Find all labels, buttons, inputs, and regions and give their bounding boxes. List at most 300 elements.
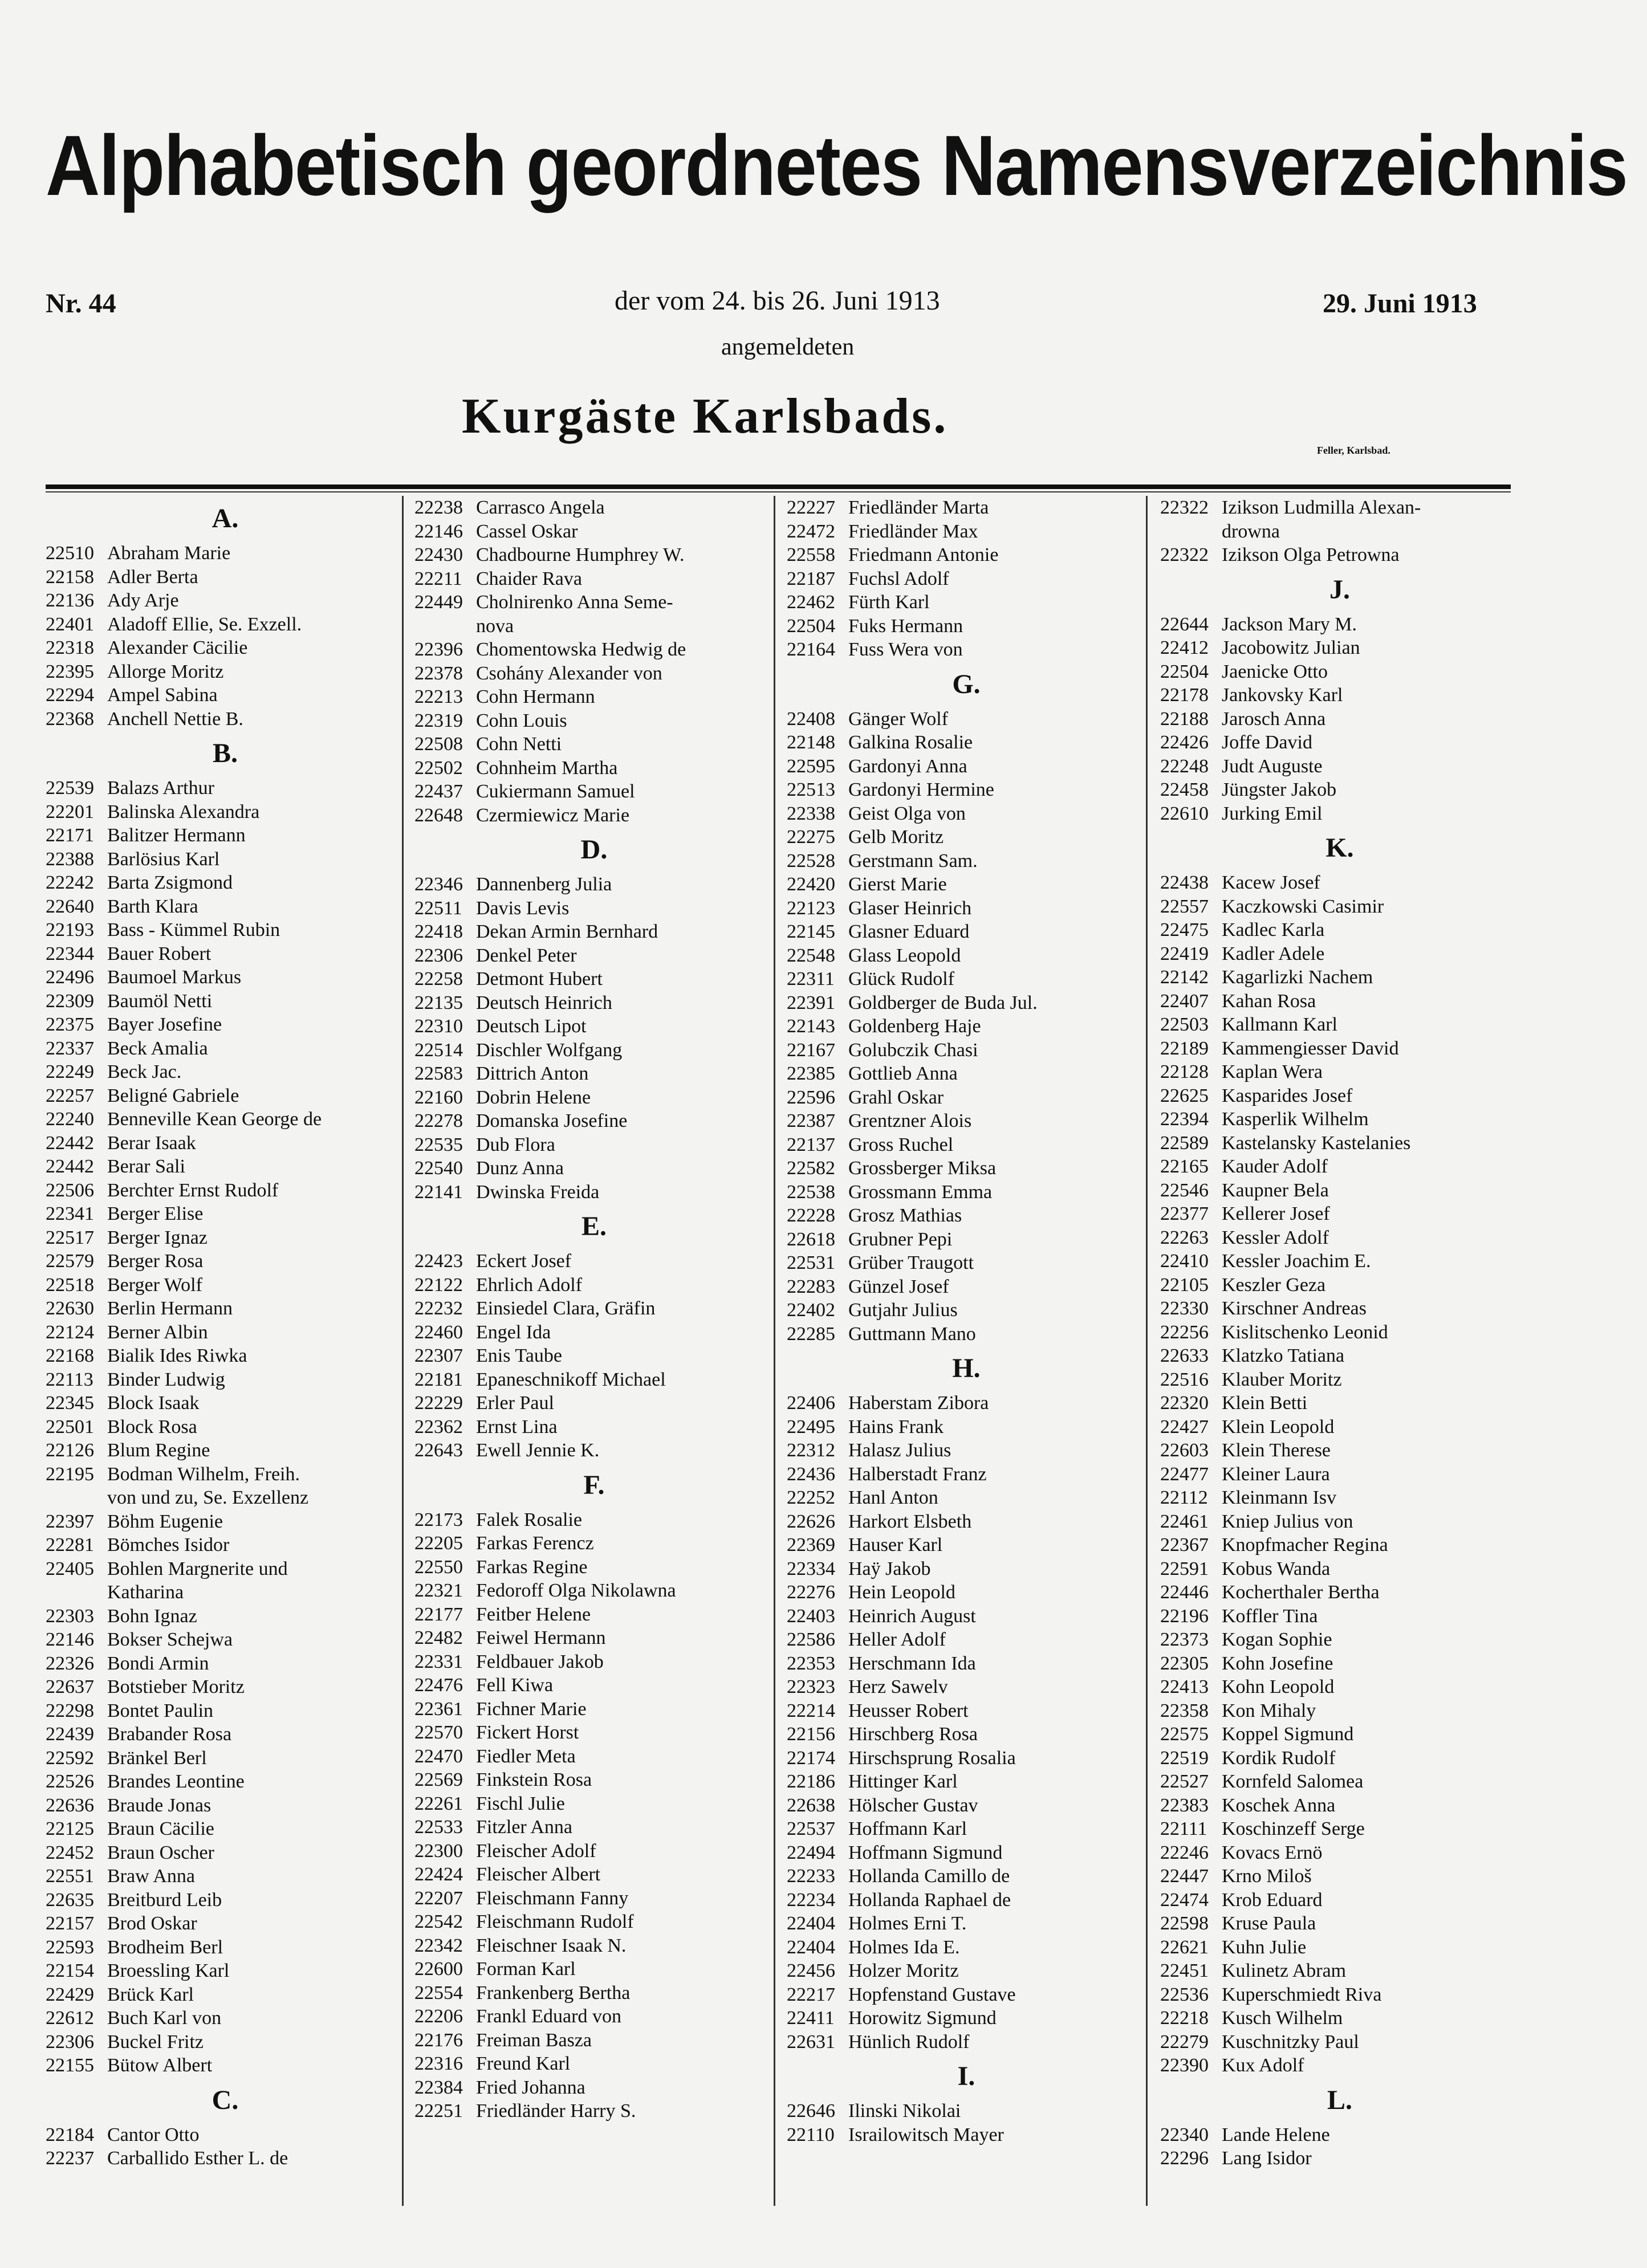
list-item — [1160, 636, 1519, 660]
entry-name: Chomentowska Hedwig de — [476, 639, 686, 660]
entry-name: Koppel Sigmund — [1222, 1724, 1354, 1745]
entry-number: 22452 — [46, 1842, 94, 1863]
list-item — [46, 918, 405, 942]
list-item — [1160, 707, 1519, 731]
list-item — [1160, 1817, 1519, 1841]
list-item — [414, 1391, 774, 1415]
list-item — [787, 1439, 1146, 1463]
page-title: Alphabetisch geordnetes Namensverzeichnis — [46, 117, 1628, 213]
entry-number: 22456 — [787, 1960, 835, 1981]
list-item — [1160, 1084, 1519, 1108]
entry-name: Izikson Olga Petrowna — [1222, 544, 1400, 565]
list-item — [46, 565, 405, 589]
entry-name: Feldbauer Jakob — [476, 1651, 604, 1672]
entry-name: Feiwel Hermann — [476, 1627, 606, 1648]
entry-name: Kleiner Laura — [1222, 1463, 1330, 1485]
list-item — [414, 1839, 774, 1863]
entry-name: Buch Karl von — [107, 2008, 222, 2029]
entry-name: Braw Anna — [107, 1866, 195, 1887]
registered-label: angemeldeten — [721, 334, 855, 360]
list-item — [787, 755, 1146, 779]
entry-number: 22413 — [1160, 1676, 1209, 1697]
list-item — [787, 1605, 1146, 1628]
list-item — [414, 2099, 774, 2123]
list-item — [414, 1015, 774, 1039]
list-item — [46, 776, 405, 800]
list-item — [414, 1603, 774, 1627]
entry-name: Cohnheim Martha — [476, 757, 618, 779]
entry-number: 22165 — [1160, 1156, 1209, 1177]
entry-number: 22383 — [1160, 1794, 1209, 1816]
entry-number: 22570 — [414, 1722, 463, 1743]
entry-name: Barlösius Karl — [107, 848, 220, 870]
column-2 — [414, 496, 774, 2206]
entry-name: Herschmann Ida — [848, 1652, 976, 1674]
entry-number: 22173 — [414, 1509, 463, 1530]
entry-number: 22246 — [1160, 1842, 1209, 1863]
entry-name: Braun Cäcilie — [107, 1818, 214, 1839]
entry-name: Fleischer Albert — [476, 1864, 601, 1885]
entry-name: Klein Leopold — [1222, 1416, 1335, 1438]
entry-name: Joffe David — [1222, 732, 1312, 753]
entry-name: Bialik Ides Riwka — [107, 1345, 247, 1366]
entry-name: Jankovsky Karl — [1222, 685, 1343, 706]
entry-name: Grossmann Emma — [848, 1181, 993, 1203]
list-item — [1160, 1936, 1519, 1960]
entry-name: Cohn Netti — [476, 734, 562, 755]
entry-name: Barta Zsigmond — [107, 872, 233, 893]
list-item — [787, 1322, 1146, 1346]
list-item — [787, 1251, 1146, 1275]
entry-name: Denkel Peter — [476, 944, 577, 966]
list-item — [1160, 1131, 1519, 1155]
list-item — [1160, 1794, 1519, 1818]
entry-number: 22111 — [1160, 1818, 1207, 1839]
entry-name: Klein Betti — [1222, 1392, 1308, 1414]
entry-name: Berger Rosa — [107, 1251, 204, 1272]
list-item — [1160, 895, 1519, 919]
entry-number: 22146 — [46, 1629, 94, 1650]
entry-name: Friedmann Antonie — [848, 544, 999, 565]
entry-name: Kuschnitzky Paul — [1222, 2031, 1359, 2053]
entry-name: Bohn Ignaz — [107, 1605, 197, 1627]
list-item — [46, 1013, 405, 1037]
entry-name: Erler Paul — [476, 1392, 554, 1414]
entry-number: 22470 — [414, 1745, 463, 1767]
list-item — [787, 591, 1146, 614]
entry-number: 22257 — [46, 1085, 94, 1106]
list-item — [1160, 1533, 1519, 1557]
entry-name: Kuhn Julie — [1222, 1936, 1307, 1958]
list-item — [787, 1888, 1146, 1912]
entry-name: Brabander Rosa — [107, 1724, 232, 1745]
list-item — [414, 1863, 774, 1887]
entry-number: 22368 — [46, 708, 94, 730]
entry-number: 22592 — [46, 1747, 94, 1769]
entry-number: 22640 — [46, 895, 94, 917]
entry-name: Ampel Sabina — [107, 685, 218, 706]
entry-name: Gelb Moritz — [848, 826, 944, 848]
entry-name: Kovacs Ernö — [1222, 1842, 1323, 1863]
entry-name: Kasperlik Wilhelm — [1222, 1109, 1369, 1130]
list-item — [787, 1204, 1146, 1228]
entry-name: Grentzner Alois — [848, 1110, 972, 1131]
list-item — [46, 1817, 405, 1841]
entry-name: Domanska Josefine — [476, 1110, 628, 1131]
entry-name: Gross Ruchel — [848, 1134, 954, 1155]
entry-number: 22508 — [414, 734, 463, 755]
list-item — [787, 1533, 1146, 1557]
list-item — [787, 1133, 1146, 1157]
entry-name: Dunz Anna — [476, 1158, 564, 1179]
entry-number: 22420 — [787, 874, 835, 895]
list-item — [46, 966, 405, 990]
entry-number: 22401 — [46, 613, 94, 635]
entry-name: Fiedler Meta — [476, 1745, 576, 1767]
list-item — [787, 1109, 1146, 1133]
entry-number: 22495 — [787, 1416, 835, 1438]
entry-number: 22258 — [414, 968, 463, 990]
entry-number: 22322 — [1160, 497, 1209, 518]
entry-number: 22542 — [414, 1911, 463, 1932]
entry-number: 22533 — [414, 1817, 463, 1838]
list-item — [1160, 1273, 1519, 1297]
entry-name: Hirschberg Rosa — [848, 1724, 978, 1745]
entry-number: 22504 — [1160, 661, 1209, 682]
entry-name: Benneville Kean George de — [107, 1109, 322, 1130]
entry-name: Keszler Geza — [1222, 1274, 1326, 1296]
entry-name: Jaenicke Otto — [1222, 661, 1328, 682]
entry-number: 22316 — [414, 2053, 463, 2074]
entry-number: 22167 — [787, 1039, 835, 1061]
entry-name: Brod Oskar — [107, 1913, 197, 1934]
entry-name: Ewell Jennie K. — [476, 1440, 600, 1461]
entry-name: Hollanda Raphael de — [848, 1889, 1011, 1911]
list-item — [787, 614, 1146, 638]
list-item — [414, 1626, 774, 1650]
entry-number: 22238 — [414, 497, 463, 518]
entry-number: 22583 — [414, 1063, 463, 1084]
entry-name: Berner Albin — [107, 1321, 208, 1343]
subtitle: Kurgäste Karlsbads. — [462, 389, 949, 444]
entry-name: Dischler Wolfgang — [476, 1039, 623, 1061]
list-item — [787, 1510, 1146, 1534]
entry-number: 22319 — [414, 710, 463, 731]
entry-number: 22548 — [787, 944, 835, 966]
entry-number: 22426 — [1160, 732, 1209, 753]
entry-name: Fried Johanna — [476, 2076, 585, 2098]
list-item — [787, 1628, 1146, 1652]
entry-name: Gänger Wolf — [848, 708, 949, 730]
entry-number: 22589 — [1160, 1132, 1209, 1154]
entry-number: 22405 — [46, 1558, 94, 1579]
entry-name: Cukiermann Samuel — [476, 781, 635, 802]
entry-name: Kasparides Josef — [1222, 1085, 1353, 1106]
list-item — [46, 1297, 405, 1321]
list-item — [1160, 1557, 1519, 1581]
entry-name: Finkstein Rosa — [476, 1769, 592, 1790]
entry-number: 22539 — [46, 777, 94, 799]
entry-name: Farkas Ferencz — [476, 1533, 594, 1554]
list-item — [1160, 1699, 1519, 1723]
entry-number: 22637 — [46, 1676, 94, 1697]
entry-name: Enis Taube — [476, 1345, 562, 1366]
list-item — [787, 1557, 1146, 1581]
entry-number: 22506 — [46, 1179, 94, 1201]
section-letter: L. — [1327, 2084, 1352, 2115]
entry-name: Jurking Emil — [1222, 803, 1323, 824]
entry-number: 22344 — [46, 943, 94, 964]
entry-number: 22311 — [787, 968, 835, 990]
entry-number: 22546 — [1160, 1179, 1209, 1201]
list-item — [787, 1180, 1146, 1204]
entry-name: Epaneschnikoff Michael — [476, 1369, 666, 1390]
entry-number: 22201 — [46, 801, 94, 822]
list-item — [1160, 1864, 1519, 1888]
entry-name: Böhm Eugenie — [107, 1510, 223, 1532]
entry-name: Goldberger de Buda Jul. — [848, 992, 1038, 1013]
entry-name: Alexander Cäcilie — [107, 637, 248, 658]
entry-name: Krno Miloš — [1222, 1866, 1312, 1887]
list-item — [414, 1157, 774, 1180]
entry-number: 22154 — [46, 1960, 94, 1981]
entry-number: 22475 — [1160, 919, 1209, 940]
entry-number: 22424 — [414, 1864, 463, 1885]
entry-number: 22181 — [414, 1369, 463, 1390]
list-item — [46, 1605, 405, 1628]
entry-number: 22278 — [414, 1110, 463, 1131]
entry-number: 22367 — [1160, 1534, 1209, 1556]
entry-number: 22237 — [46, 2148, 94, 2169]
entry-number: 22550 — [414, 1556, 463, 1578]
list-item — [46, 1155, 405, 1179]
entry-number: 22285 — [787, 1323, 835, 1345]
list-item — [46, 1841, 405, 1865]
entry-number: 22189 — [1160, 1037, 1209, 1059]
entry-name: Berlin Hermann — [107, 1298, 233, 1319]
list-item — [46, 2006, 405, 2030]
entry-number: 22461 — [1160, 1510, 1209, 1532]
entry-number: 22275 — [787, 826, 835, 848]
entry-number: 22135 — [414, 992, 463, 1013]
entry-number: 22261 — [414, 1793, 463, 1814]
entry-number: 22164 — [787, 639, 835, 660]
entry-name: Gierst Marie — [848, 874, 947, 895]
list-item — [787, 1275, 1146, 1299]
entry-number: 22384 — [414, 2076, 463, 2098]
entry-name: Fuss Wera von — [848, 639, 963, 660]
entry-number: 22298 — [46, 1700, 94, 1721]
entry-number: 22403 — [787, 1605, 835, 1627]
entry-number: 22156 — [787, 1724, 835, 1745]
list-item — [414, 1062, 774, 1086]
list-item — [1160, 1628, 1519, 1652]
entry-name: Carrasco Angela — [476, 497, 605, 518]
entry-name: Kniep Julius von — [1222, 1510, 1353, 1532]
section-letter: E. — [581, 1211, 607, 1241]
list-item — [46, 1179, 405, 1203]
list-item — [787, 1699, 1146, 1723]
entry-name: Frankl Eduard von — [476, 2006, 621, 2027]
list-item — [1160, 2030, 1519, 2054]
list-item — [46, 1936, 405, 1960]
entry-name: Holmes Erni T. — [848, 1913, 967, 1934]
entry-name: Bass - Kümmel Rubin — [107, 919, 280, 940]
list-item — [46, 1439, 405, 1463]
section-letter: A. — [212, 503, 239, 534]
list-item — [1160, 1770, 1519, 1794]
list-item — [46, 660, 405, 684]
entry-number: 22124 — [46, 1321, 94, 1343]
entry-name: Hoffmann Karl — [848, 1818, 967, 1839]
entry-name: Block Isaak — [107, 1392, 200, 1414]
entry-name: Kessler Joachim E. — [1222, 1251, 1371, 1272]
entry-name: Kulinetz Abram — [1222, 1960, 1347, 1981]
entry-number: 22322 — [1160, 544, 1209, 565]
entry-continuation: nova — [476, 615, 514, 637]
list-item — [414, 1650, 774, 1674]
list-item — [414, 804, 774, 828]
entry-number: 22513 — [787, 779, 835, 800]
entry-name: Berger Wolf — [107, 1274, 202, 1296]
entry-name: Kaplan Wera — [1222, 1061, 1323, 1082]
printer-credit: Feller, Karlsbad. — [1317, 445, 1390, 456]
entry-number: 22482 — [414, 1627, 463, 1648]
entry-number: 22618 — [787, 1228, 835, 1250]
list-item — [414, 638, 774, 662]
entry-number: 22276 — [787, 1582, 835, 1603]
entry-name: Gutjahr Julius — [848, 1300, 958, 1321]
list-item — [787, 897, 1146, 921]
list-item — [787, 967, 1146, 991]
entry-number: 22137 — [787, 1134, 835, 1155]
entry-number: 22438 — [1160, 872, 1209, 893]
entry-number: 22300 — [414, 1840, 463, 1862]
entry-number: 22249 — [46, 1061, 94, 1082]
entry-name: Beck Jac. — [107, 1061, 182, 1082]
entry-name: Csohány Alexander von — [476, 662, 662, 684]
entry-number: 22517 — [46, 1227, 94, 1248]
entry-name: Hoffmann Sigmund — [848, 1842, 1003, 1863]
entry-number: 22477 — [1160, 1463, 1209, 1485]
entry-number: 22305 — [1160, 1652, 1209, 1674]
list-item — [46, 1983, 405, 2007]
entry-name: Abraham Marie — [107, 543, 231, 564]
entry-name: Baumoel Markus — [107, 967, 242, 988]
entry-number: 22598 — [1160, 1913, 1209, 1934]
entry-number: 22394 — [1160, 1109, 1209, 1130]
entry-number: 22528 — [787, 850, 835, 872]
list-item — [1160, 1605, 1519, 1628]
entry-number: 22631 — [787, 2031, 835, 2053]
list-item — [46, 1699, 405, 1723]
entry-number: 22122 — [414, 1274, 463, 1296]
list-item — [414, 1273, 774, 1297]
entry-number: 22229 — [414, 1392, 463, 1414]
list-item — [414, 1673, 774, 1697]
entry-number: 22326 — [46, 1652, 94, 1674]
list-item — [1160, 731, 1519, 755]
entry-name: Izikson Ludmilla Alexan- — [1222, 497, 1421, 518]
entry-number: 22126 — [46, 1440, 94, 1461]
entry-number: 22535 — [414, 1134, 463, 1155]
list-item — [1160, 2147, 1519, 2171]
entry-number: 22643 — [414, 1440, 463, 1461]
entry-number: 22472 — [787, 520, 835, 542]
entry-continuation: Katharina — [107, 1582, 184, 1603]
entry-name: Bömches Isidor — [107, 1534, 230, 1556]
entry-name: Kohn Josefine — [1222, 1652, 1333, 1674]
list-item — [1160, 1463, 1519, 1487]
entry-number: 22396 — [414, 639, 463, 660]
entry-number: 22331 — [414, 1651, 463, 1672]
entry-name: Dannenberg Julia — [476, 874, 612, 895]
list-item — [1160, 1107, 1519, 1131]
entry-name: Glasner Eduard — [848, 921, 970, 942]
entry-name: Brodheim Berl — [107, 1936, 223, 1958]
entry-number: 22538 — [787, 1181, 835, 1203]
entry-name: Halberstadt Franz — [848, 1463, 987, 1485]
list-item — [1160, 1202, 1519, 1226]
entry-number: 22442 — [46, 1132, 94, 1154]
list-item — [787, 2099, 1146, 2123]
list-item — [787, 496, 1146, 520]
list-item — [414, 920, 774, 944]
entry-name: Fickert Horst — [476, 1722, 579, 1743]
entry-number: 22378 — [414, 662, 463, 684]
entry-number: 22476 — [414, 1675, 463, 1696]
list-item — [787, 849, 1146, 873]
list-item — [46, 1391, 405, 1415]
entry-name: Kammengiesser David — [1222, 1037, 1399, 1059]
list-item — [1160, 1983, 1519, 2007]
list-item — [414, 1415, 774, 1439]
entry-name: Fell Kiwa — [476, 1675, 554, 1696]
entry-number: 22228 — [787, 1205, 835, 1226]
list-item — [46, 800, 405, 824]
list-item — [1160, 1344, 1519, 1368]
entry-number: 22240 — [46, 1109, 94, 1130]
entry-name: Berar Sali — [107, 1156, 185, 1177]
entry-name: Kahan Rosa — [1222, 990, 1316, 1012]
list-item — [787, 2030, 1146, 2054]
entry-number: 22234 — [787, 1889, 835, 1911]
entry-name: Engel Ida — [476, 1321, 551, 1343]
entry-name: Kruse Paula — [1222, 1913, 1316, 1934]
entry-name: Jacobowitz Julian — [1222, 637, 1360, 658]
entry-number: 22527 — [1160, 1771, 1209, 1792]
entry-name: Balazs Arthur — [107, 777, 214, 799]
list-item — [46, 2123, 405, 2147]
entry-number: 22113 — [46, 1369, 93, 1390]
entry-number: 22309 — [46, 990, 94, 1012]
list-item — [414, 873, 774, 897]
entry-number: 22206 — [414, 2006, 463, 2027]
entry-name: Holmes Ida E. — [848, 1936, 960, 1958]
entry-name: Bondi Armin — [107, 1652, 209, 1674]
list-item — [1160, 1037, 1519, 1061]
list-item — [1160, 1013, 1519, 1037]
entry-number: 22145 — [787, 921, 835, 942]
list-item — [414, 1768, 774, 1792]
entry-number: 22168 — [46, 1345, 94, 1366]
entry-number: 22337 — [46, 1037, 94, 1059]
entry-name: Adler Berta — [107, 566, 198, 588]
entry-number: 22310 — [414, 1016, 463, 1037]
entry-number: 22213 — [414, 686, 463, 707]
list-item — [787, 543, 1146, 567]
entry-name: Friedländer Marta — [848, 497, 989, 518]
